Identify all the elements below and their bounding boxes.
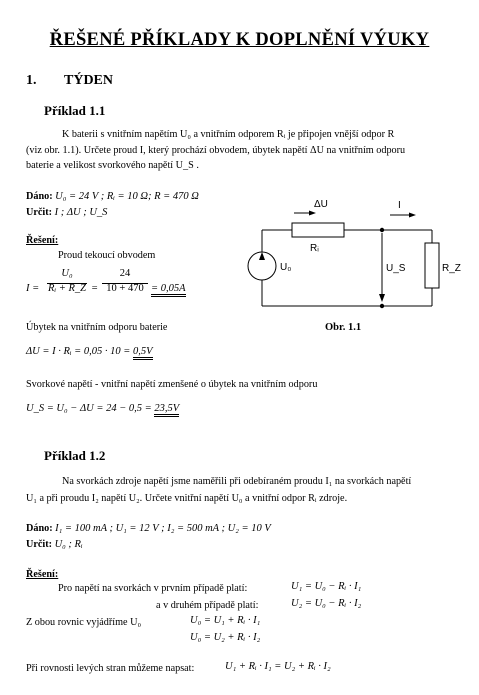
example-1-2-line-3-text: Z obou rovnic vyjádříme U₀: [26, 617, 142, 628]
eq1-numerator-1: U₀: [61, 268, 73, 279]
example-1-2-heading: Příklad 1.2: [44, 448, 106, 463]
section-number: 1.: [26, 73, 37, 88]
label-du: ΔU: [314, 199, 328, 210]
section-title: TÝDEN: [64, 73, 114, 88]
example-1-2-line-1-eq: U₁ = U₀ − Rᵢ · I₁: [291, 581, 362, 592]
resistor-rz: [425, 243, 439, 288]
example-1-1-step-2: Úbytek na vnitřním odporu baterie: [26, 322, 168, 333]
example-1-2-line-4-eq: U₀ = U₂ + Rᵢ · I₂: [190, 632, 261, 643]
node-top: [380, 228, 384, 232]
find-label: Určit:: [26, 207, 53, 218]
given-label: Dáno:: [26, 523, 53, 534]
eq2: [26, 346, 153, 357]
i-arrowhead: [409, 213, 416, 218]
example-1-1-step-1: Proud tekoucí obvodem: [58, 250, 156, 261]
eq1-numerator-2: 24: [119, 268, 131, 279]
section-heading: [26, 73, 113, 89]
example-1-2-text-line-1: Na svorkách zdroje napětí jsme naměřili při odebíraném proudu I₁ na svorkách napětí: [62, 476, 412, 487]
example-1-1-step-3: Svorkové napětí - vnitřní napětí zmenšené o úbytek na vnitřním odporu: [26, 379, 318, 390]
example-1-1-solution-label: Řešení:: [26, 235, 59, 246]
find-values: U₀ ; Rᵢ: [54, 539, 83, 550]
example-1-2-find: [26, 537, 83, 552]
example-1-1-heading: Příklad 1.1: [44, 103, 106, 118]
fraction-bar: [47, 283, 87, 284]
example-1-2-line-3-eq: U₀ = U₁ + Rᵢ · I₁: [190, 615, 261, 626]
eq1-fraction-2: [102, 268, 148, 302]
label-u0: U₀: [280, 262, 292, 273]
example-1-2-line-2-eq: U₂ = U₀ − Rᵢ · I₂: [291, 598, 362, 609]
u0-arrowhead: [259, 252, 265, 260]
eq1-result: [151, 283, 186, 294]
figure-caption: Obr. 1.1: [325, 322, 362, 333]
example-1-2-solution-label: Řešení:: [26, 569, 59, 580]
du-arrowhead: [309, 211, 316, 216]
eq2-expression: ΔU = I · Rᵢ = 0,05 · 10 =: [26, 346, 133, 357]
eq3-expression: U_S = U₀ − ΔU = 24 − 0,5 =: [26, 403, 155, 414]
fraction-bar: [102, 283, 148, 284]
us-arrowhead: [379, 294, 385, 302]
eq2-result: 0,5V: [133, 346, 153, 360]
label-ri: Rᵢ: [310, 243, 319, 254]
eq1-result-value: = 0,05A: [151, 283, 186, 297]
circuit-diagram: [232, 188, 461, 312]
document-title: ŘEŠENÉ PŘÍKLADY K DOPLNĚNÍ VÝUKY: [49, 30, 430, 50]
example-1-1-text-line-1: K baterii s vnitřním napětím U₀ a vnitřním odporem Rᵢ je připojen vnější odpor R: [62, 129, 395, 140]
eq3-result: 23,5V: [154, 403, 179, 417]
example-1-1-text-line-3: baterie a velikost svorkového napětí U_S .: [26, 160, 199, 171]
label-i: I: [398, 200, 401, 211]
given-values: U₀ = 24 V ; Rᵢ = 10 Ω; R = 470 Ω: [55, 191, 199, 202]
example-1-2-text-line-2: U₁ a při proudu I₂ napětí U₂. Určete vnitřní napětí U₀ a vnitřní odpor Rᵢ zdroje.: [26, 493, 348, 504]
eq1-lhs: I =: [26, 283, 40, 294]
example-1-2-line-1-text: Pro napětí na svorkách v prvním případě platí:: [58, 583, 248, 594]
eq3: [26, 403, 179, 414]
example-1-2-line-2-text: a v druhém případě platí:: [156, 600, 259, 611]
eq1-fraction-1: [47, 268, 87, 302]
example-1-1-find: [26, 205, 107, 220]
given-label: Dáno:: [26, 191, 53, 202]
find-values: I ; ΔU ; U_S: [54, 207, 108, 218]
label-us: U_S: [386, 263, 406, 274]
example-1-2-given: [26, 521, 271, 536]
eq1-equals: =: [91, 283, 99, 294]
eq1-denominator-2: 10 + 470: [106, 283, 144, 294]
example-1-1-given: [26, 189, 199, 204]
given-values: I₁ = 100 mA ; U₁ = 12 V ; I₂ = 500 mA ; U₂ = 10 V: [55, 523, 271, 534]
eq1-denominator-1: Rᵢ + R_Z: [48, 283, 86, 294]
example-1-2-line-5-text: Při rovnosti levých stran můžeme napsat:: [26, 663, 195, 674]
node-bottom: [380, 304, 384, 308]
label-rz: R_Z: [442, 263, 461, 274]
example-1-1-text-line-2: (viz obr. 1.1). Určete proud I, který prochází obvodem, úbytek napětí ΔU na vnitřním odporu: [26, 145, 406, 156]
resistor-ri: [292, 223, 344, 237]
find-label: Určit:: [26, 539, 53, 550]
example-1-2-line-5-eq: U₁ + Rᵢ · I₁ = U₂ + Rᵢ · I₂: [225, 661, 331, 672]
